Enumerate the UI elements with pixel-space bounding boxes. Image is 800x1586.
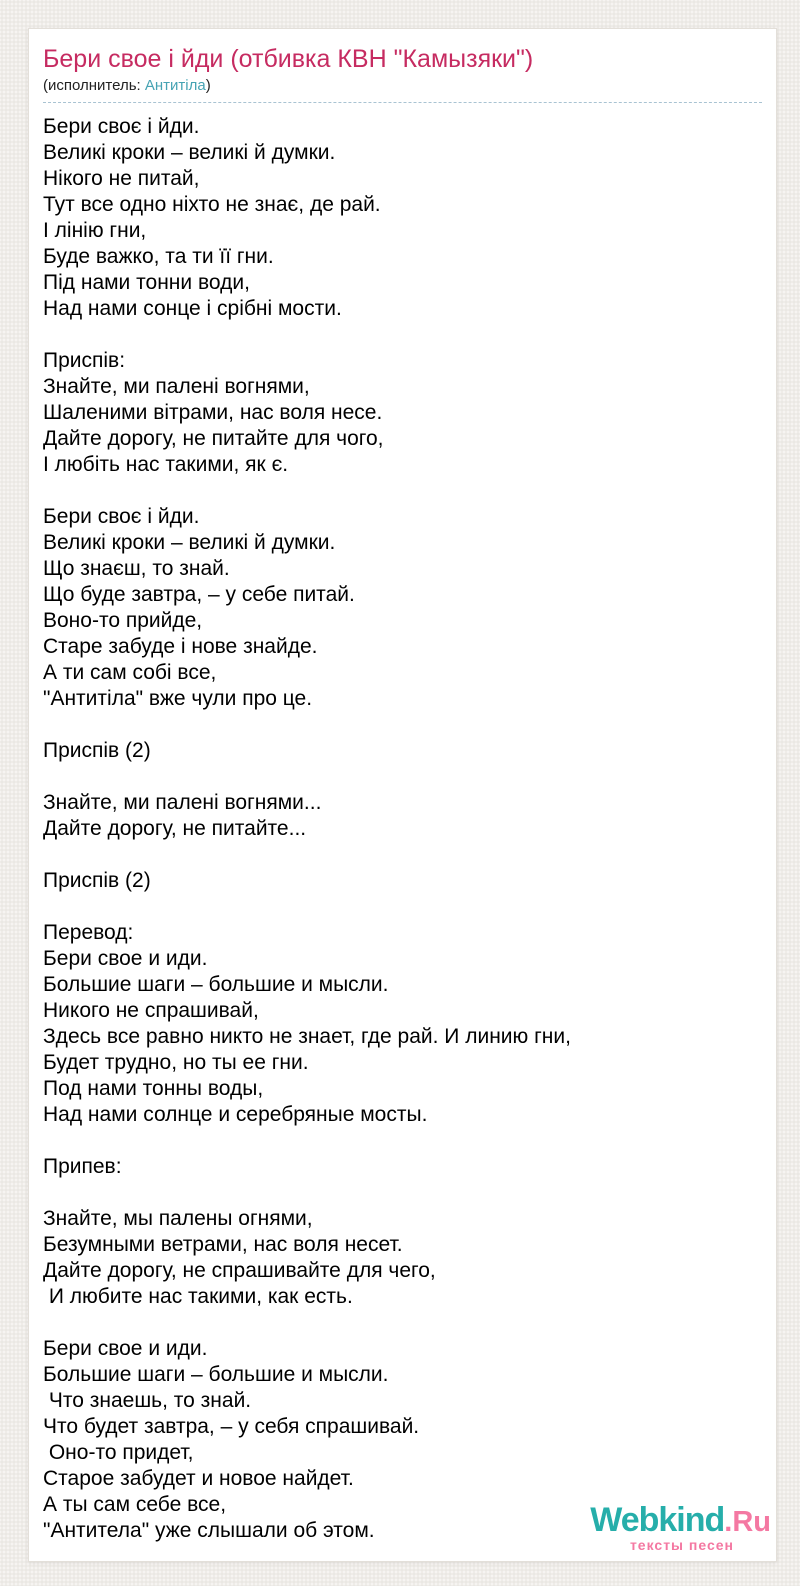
lyric-line: Большие шаги – большие и мысли. (43, 973, 389, 996)
lyric-line: Що буде завтра, – у себе питай. (43, 583, 355, 606)
lyric-line: Великі кроки – великі й думки. (43, 141, 336, 164)
lyric-line: Старе забуде і нове знайде. (43, 635, 318, 658)
lyric-line (43, 1180, 762, 1206)
lyric-line: Нікого не питай, (43, 167, 200, 190)
lyric-line: Бери свое и иди. (43, 947, 208, 970)
artist-prefix: (исполнитель: (43, 77, 145, 94)
lyric-line: Приспів: (43, 349, 126, 372)
artist-line (43, 76, 762, 103)
lyric-line: Бери своє і йди. (43, 505, 200, 528)
lyric-line (43, 478, 762, 504)
lyric-line (43, 712, 762, 738)
lyric-line: Что знаешь, то знай. (43, 1389, 252, 1412)
artist-link[interactable]: Антитіла (144, 77, 206, 94)
lyric-line (43, 894, 762, 920)
lyric-line: Буде важко, та ти її гни. (43, 245, 274, 268)
lyric-line: Старое забудет и новое найдет. (43, 1467, 354, 1490)
lyric-line: Над нами солнце и серебряные мосты. (43, 1103, 428, 1126)
lyric-line: Никого не спрашивай, (43, 999, 259, 1022)
lyric-line: Припев: (43, 1155, 122, 1178)
lyric-line: А ты сам себе все, (43, 1493, 227, 1516)
artist-suffix: ) (205, 77, 211, 94)
lyric-line (43, 842, 762, 868)
lyric-line (43, 322, 762, 348)
lyric-line: Шаленими вітрами, нас воля несе. (43, 401, 383, 424)
logo-webkind-text: Webkind (590, 1501, 725, 1539)
lyric-line: Тут все одно ніхто не знає, де рай. (43, 193, 381, 216)
lyric-line: Під нами тонни води, (43, 271, 250, 294)
lyric-line (43, 1310, 762, 1336)
lyrics-card (28, 28, 777, 1562)
lyric-line: Приспів (2) (43, 739, 151, 762)
lyric-line: Бери своє і йди. (43, 115, 200, 138)
lyric-line: І лінію гни, (43, 219, 147, 242)
logo-ru-text: .Ru (724, 1506, 771, 1538)
lyric-line: Большие шаги – большие и мысли. (43, 1363, 389, 1386)
lyric-line: Воно-то прийде, (43, 609, 203, 632)
lyric-line: Под нами тонны воды, (43, 1077, 264, 1100)
header (43, 44, 762, 103)
lyric-line: И любите нас такими, как есть. (43, 1285, 353, 1308)
lyric-line: Дайте дорогу, не спрашивайте для чего, (43, 1259, 436, 1282)
lyric-line: Оно-то придет, (43, 1441, 194, 1464)
lyric-line: Знайте, ми палені вогнями... (43, 791, 322, 814)
lyric-line: Знайте, мы палены огнями, (43, 1207, 313, 1230)
lyric-line: Великі кроки – великі й думки. (43, 531, 336, 554)
lyric-line: І любіть нас такими, як є. (43, 453, 289, 476)
lyric-line: Що знаєш, то знай. (43, 557, 230, 580)
lyric-line: "Антитела" уже слышали об этом. (43, 1519, 375, 1542)
lyric-line: Бери свое и иди. (43, 1337, 208, 1360)
webkind-logo[interactable] (590, 1501, 771, 1558)
lyric-line: "Антитіла" вже чули про це. (43, 687, 313, 710)
lyric-line: Перевод: (43, 921, 134, 944)
lyric-line: Знайте, ми палені вогнями, (43, 375, 310, 398)
logo-tagline: тексты песен (629, 1537, 734, 1553)
lyric-line: Дайте дорогу, не питайте... (43, 817, 307, 840)
lyric-line: Над нами сонце і срібні мости. (43, 297, 342, 320)
lyric-line: А ти сам собі все, (43, 661, 217, 684)
lyric-line: Дайте дорогу, не питайте для чого, (43, 427, 384, 450)
lyric-line (43, 1128, 762, 1154)
lyric-line: Безумными ветрами, нас воля несет. (43, 1233, 403, 1256)
lyric-line: Здесь все равно никто не знает, где рай. И линию гни, (43, 1025, 571, 1048)
lyric-line (43, 764, 762, 790)
lyric-line: Что будет завтра, – у себя спрашивай. (43, 1415, 420, 1438)
lyrics-text (43, 114, 762, 1544)
lyric-line: Будет трудно, но ты ее гни. (43, 1051, 309, 1074)
song-title: Бери свое і йди (отбивка КВН "Камызяки") (43, 45, 534, 73)
lyric-line: Приспів (2) (43, 869, 151, 892)
